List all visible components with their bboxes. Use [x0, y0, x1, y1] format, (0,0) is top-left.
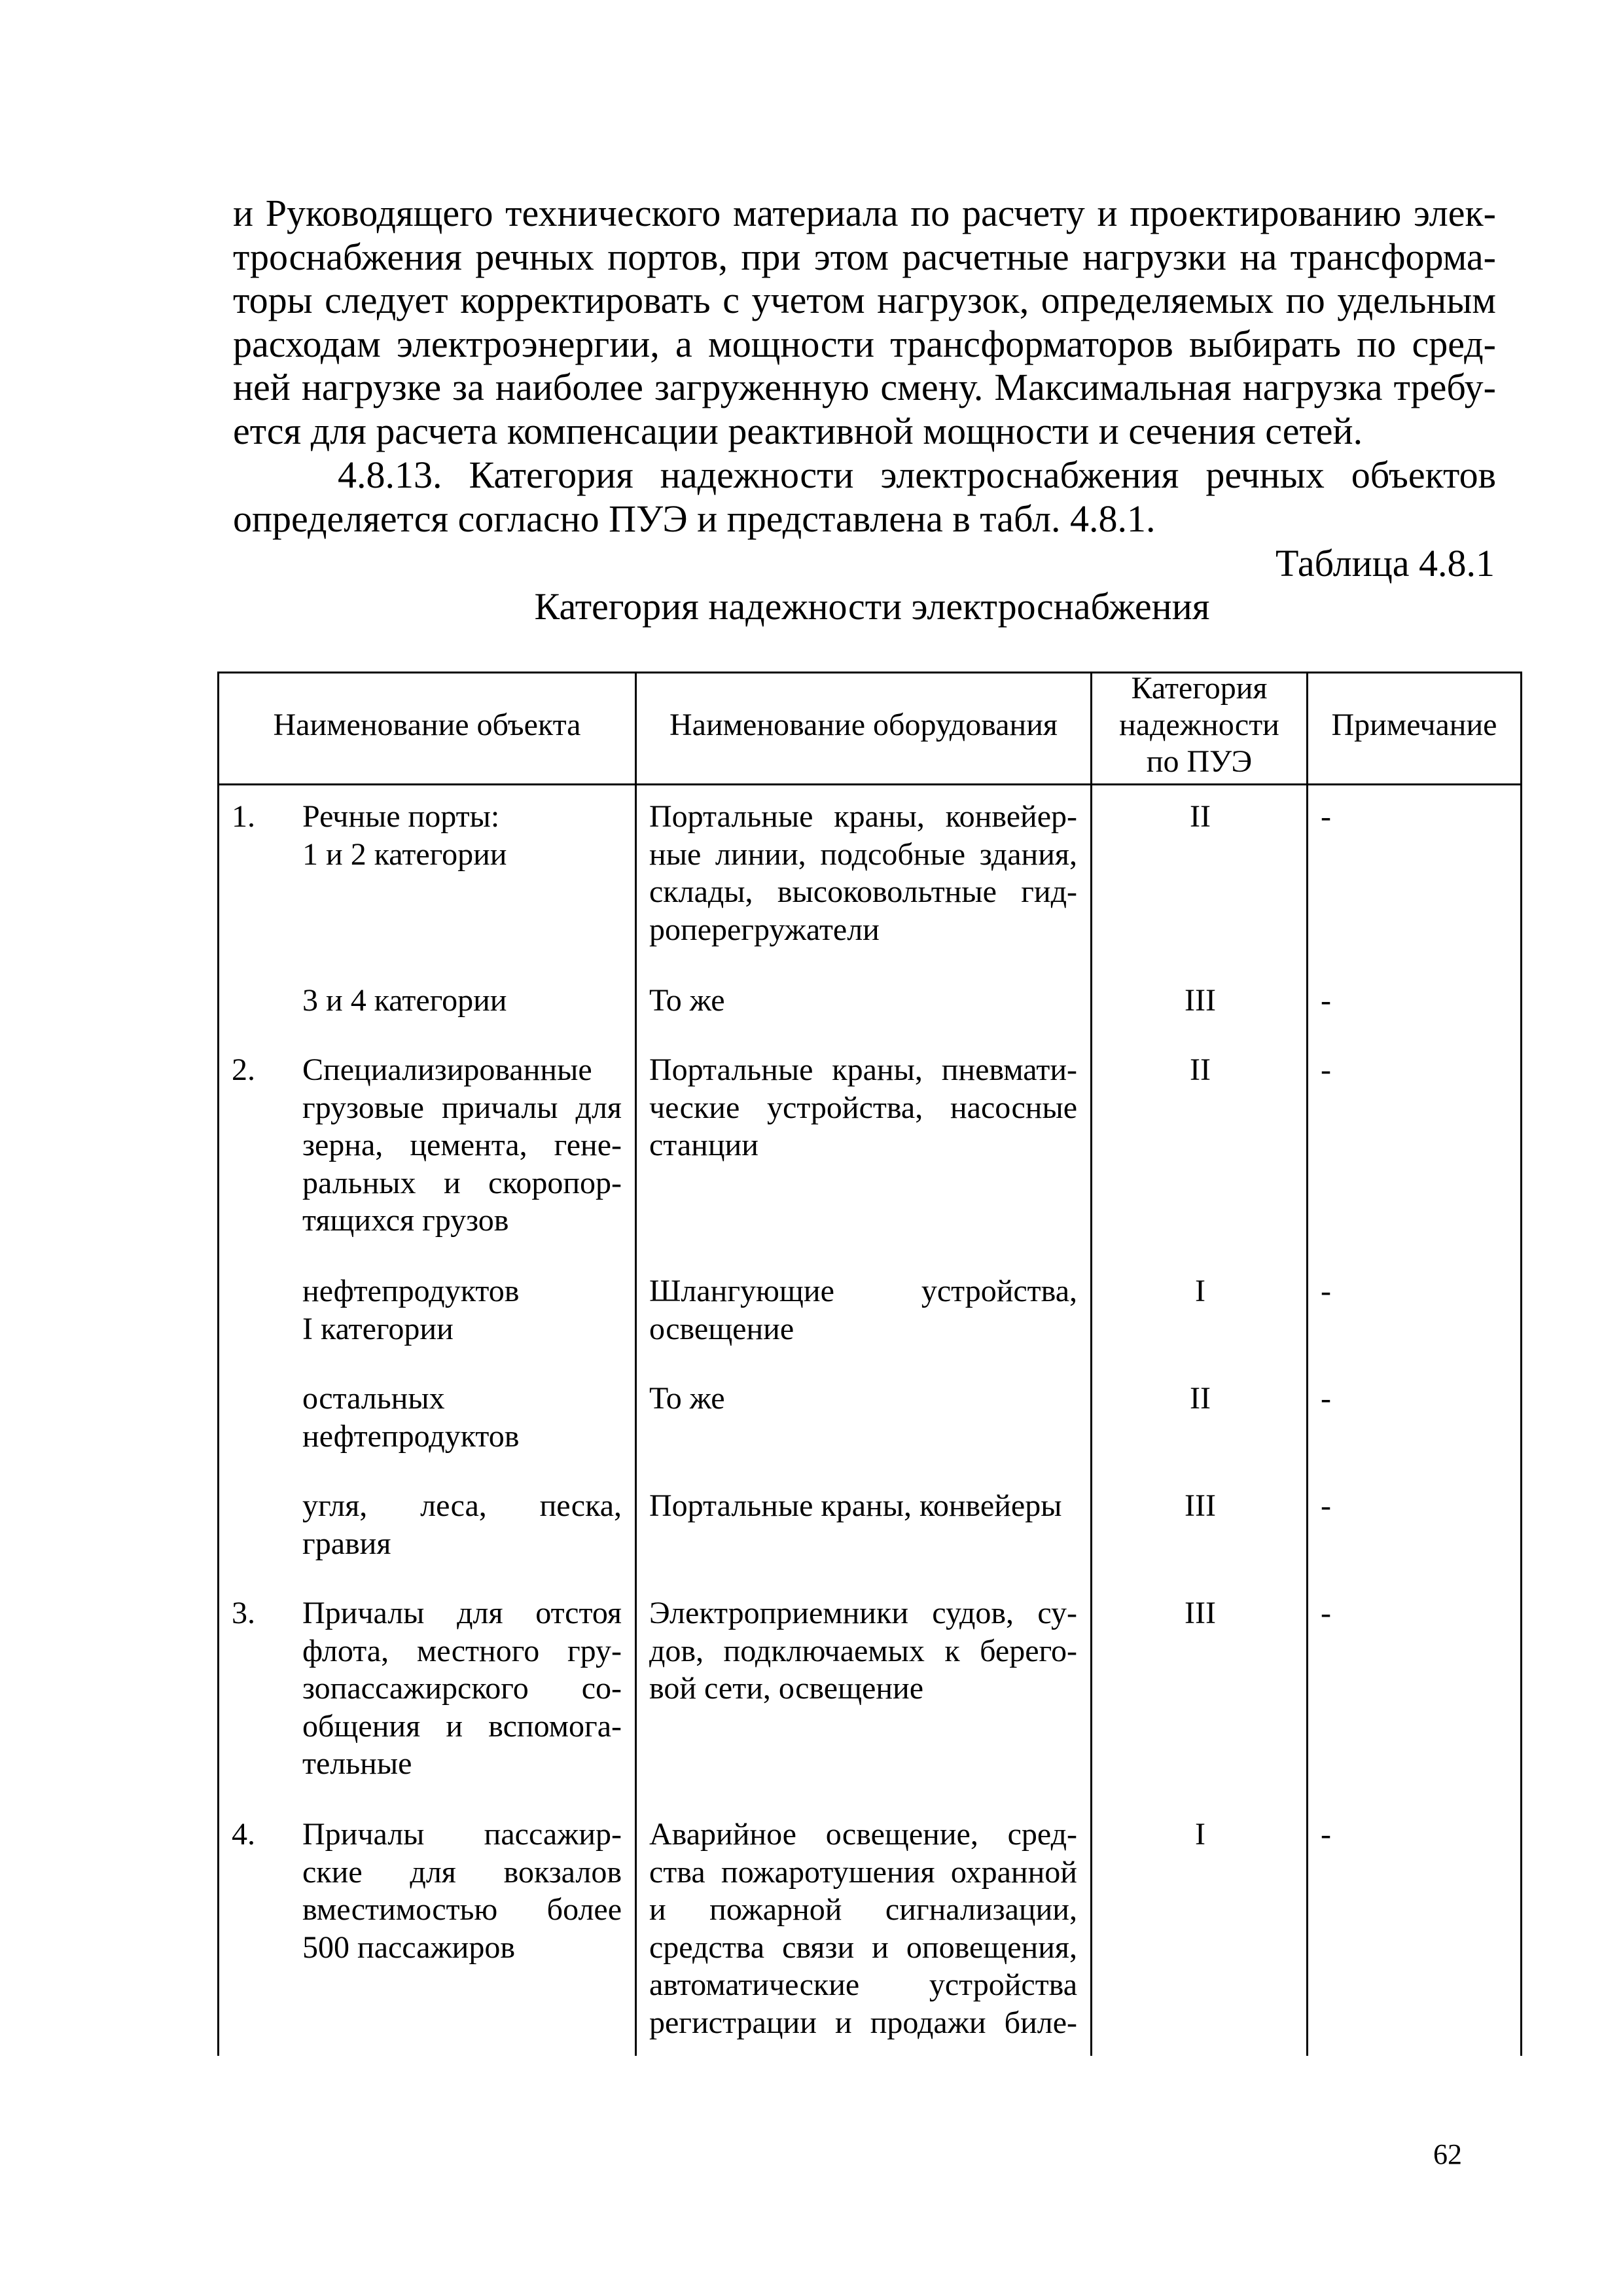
note-cell: -	[1321, 1052, 1331, 1087]
text-line: ется для расчета компенсации реактивной мощности и сечения сетей.	[233, 409, 1363, 452]
table-border-top	[217, 672, 1522, 673]
text-line: 4.8.13. Категория надежности электроснабжения речных объектов	[338, 454, 1496, 496]
equipment-cell: Шлангующие устройства, освещение	[649, 1274, 1077, 1346]
text-line: ней нагрузке за наиболее загруженную смену. Максимальная нагрузка требу-	[233, 366, 1496, 408]
table-border-left	[217, 672, 219, 2056]
object-cell: 3 и 4 категории	[302, 983, 507, 1018]
header-equipment: Наименование оборудования	[669, 708, 1058, 742]
body-paragraph-1	[233, 192, 1496, 453]
table-column-divider	[635, 672, 637, 2056]
category-cell: II	[1190, 799, 1211, 834]
equipment-cell: То же	[649, 983, 725, 1018]
note-cell: -	[1321, 1488, 1331, 1523]
category-cell: I	[1195, 1274, 1205, 1308]
equipment-cell: Аварийное освещение, сред- ства пожаротушения охранной и пожарной сигнализации, средства связи и оповещения, автоматические устройства регистрации и продажи биле-	[649, 1817, 1077, 2040]
text-line: определяется согласно ПУЭ и представлена в табл. 4.8.1.	[233, 497, 1156, 540]
category-cell: III	[1185, 983, 1216, 1018]
header-object: Наименование объекта	[273, 708, 581, 742]
object-cell: нефтепродуктов I категории	[302, 1274, 520, 1346]
category-cell: III	[1185, 1596, 1216, 1630]
equipment-cell: Портальные краны, конвейер- ные линии, подсобные здания, склады, высоковольтные гид- роперегружатели	[649, 799, 1077, 947]
object-cell: Речные порты: 1 и 2 категории	[302, 799, 507, 872]
row-number: 2.	[232, 1052, 255, 1087]
text-line: торы следует корректировать с учетом нагрузок, определяемых по удельным	[233, 279, 1496, 321]
equipment-cell: То же	[649, 1381, 725, 1416]
equipment-cell: Электроприемники судов, су- дов, подключаемых к берего- вой сети, освещение	[649, 1596, 1077, 1706]
category-cell: II	[1190, 1052, 1211, 1087]
header-category: Категория надежности по ПУЭ	[1119, 671, 1279, 779]
category-cell: I	[1195, 1817, 1205, 1852]
row-number: 1.	[232, 799, 255, 834]
object-cell: остальных нефтепродуктов	[302, 1381, 520, 1454]
note-cell: -	[1321, 1274, 1331, 1308]
table-border-right	[1520, 672, 1522, 2056]
object-cell: Специализированные грузовые причалы для зерна, цемента, гене- ральных и скоропор- тящихся грузов	[302, 1052, 622, 1238]
table-title: Категория надежности электроснабжения	[534, 585, 1210, 628]
header-note: Примечание	[1331, 708, 1497, 742]
note-cell: -	[1321, 1596, 1331, 1630]
page-number: 62	[1433, 2138, 1462, 2170]
body-paragraph-2	[233, 454, 1496, 541]
equipment-cell: Портальные краны, пневмати- ческие устройства, насосные станции	[649, 1052, 1077, 1162]
note-cell: -	[1321, 799, 1331, 834]
object-cell: Причалы пассажир- ские для вокзалов вместимостью более 500 пассажиров	[302, 1817, 622, 1965]
table-label: Таблица 4.8.1	[1275, 542, 1495, 584]
table-header-divider	[217, 783, 1522, 785]
note-cell: -	[1321, 1817, 1331, 1852]
object-cell: угля, леса, песка, гравия	[302, 1488, 622, 1561]
text-line: расходам электроэнергии, а мощности трансформаторов выбирать по сред-	[233, 322, 1496, 365]
note-cell: -	[1321, 1381, 1331, 1416]
row-number: 3.	[232, 1596, 255, 1630]
reliability-category-table	[217, 672, 1522, 2056]
category-cell: II	[1190, 1381, 1211, 1416]
note-cell: -	[1321, 983, 1331, 1018]
object-cell: Причалы для отстоя флота, местного гру- зопассажирского со- общения и вспомога- тельные	[302, 1596, 622, 1781]
equipment-cell: Портальные краны, конвейеры	[649, 1488, 1062, 1523]
category-cell: III	[1185, 1488, 1216, 1523]
row-number: 4.	[232, 1817, 255, 1852]
text-line: и Руководящего технического материала по расчету и проектированию элек-	[233, 192, 1496, 234]
text-line: троснабжения речных портов, при этом расчетные нагрузки на трансформа-	[233, 235, 1496, 278]
